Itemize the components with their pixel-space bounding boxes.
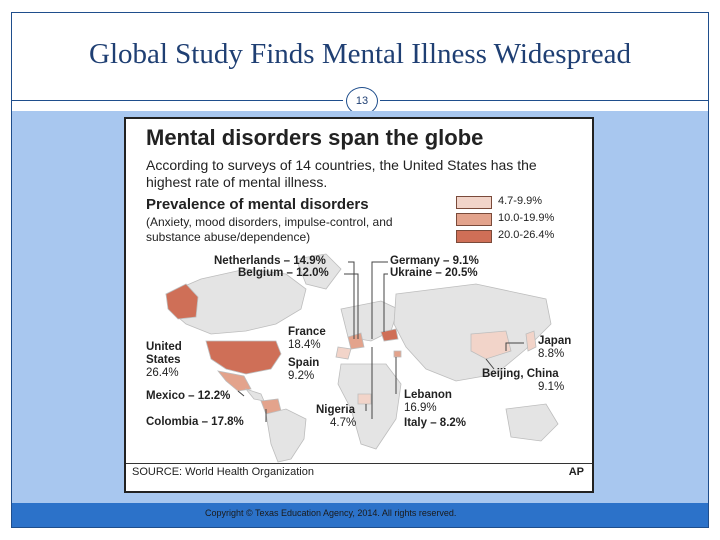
map-spain (336, 347, 351, 359)
slide-title: Global Study Finds Mental Illness Widespread (89, 38, 631, 70)
page-number: 13 (346, 87, 378, 115)
label-japan-value: 8.8% (538, 348, 565, 360)
title-rule-right (380, 100, 709, 101)
graphic-subtitle: According to surveys of 14 countries, the United States has the highest rate of mental illness. (146, 157, 537, 190)
mental-disorders-graphic (124, 117, 594, 493)
label-lebanon-value: 16.9% (404, 402, 437, 414)
label-colombia: Colombia – 17.8% (146, 416, 244, 428)
map-australia (506, 404, 558, 441)
label-spain-name: Spain (288, 357, 320, 369)
leader-mexico (238, 391, 244, 396)
legend-label-high: 20.0-26.4% (498, 229, 555, 241)
prevalence-subtitle: (Anxiety, mood disorders, impulse-control, and substance abuse/dependence) (146, 215, 393, 244)
label-us-name-1: United (146, 341, 182, 353)
label-france-name: France (288, 326, 326, 338)
source-credit: SOURCE: World Health Organization (132, 466, 314, 478)
label-belgium: Belgium – 12.0% (238, 267, 329, 279)
map-central-america (246, 389, 264, 401)
source-divider (126, 463, 594, 464)
label-lebanon-name: Lebanon (404, 389, 452, 401)
map-lebanon (394, 351, 401, 357)
label-us-name-2: States (146, 354, 181, 366)
label-mexico: Mexico – 12.2% (146, 390, 231, 402)
legend-swatch-low (456, 196, 492, 209)
label-japan-name: Japan (538, 335, 572, 347)
legend-label-low: 4.7-9.9% (498, 195, 543, 207)
label-netherlands: Netherlands – 14.9% (214, 255, 326, 267)
map-japan (526, 331, 536, 351)
label-spain-value: 9.2% (288, 370, 315, 382)
label-germany: Germany – 9.1% (390, 255, 479, 267)
label-nigeria-value: 4.7% (330, 417, 357, 429)
copyright-text: Copyright © Texas Education Agency, 2014. All rights reserved. (205, 508, 457, 518)
label-us-value: 26.4% (146, 367, 179, 379)
label-china-value: 9.1% (538, 381, 565, 393)
legend-swatch-mid (456, 213, 492, 226)
title-rule-left (11, 100, 343, 101)
graphic-title: Mental disorders span the globe (146, 125, 484, 150)
legend-label-mid: 10.0-19.9% (498, 212, 555, 224)
label-italy: Italy – 8.2% (404, 417, 467, 429)
label-france-value: 18.4% (288, 339, 321, 351)
label-nigeria-name: Nigeria (316, 404, 355, 416)
ap-credit: AP (568, 466, 584, 478)
label-ukraine: Ukraine – 20.5% (390, 267, 478, 279)
legend-swatch-high (456, 230, 492, 243)
label-china-name: Beijing, China (482, 368, 559, 380)
map-usa (206, 341, 281, 374)
map-nigeria (358, 394, 371, 404)
map-asia (394, 284, 551, 381)
map-south-america (266, 409, 306, 462)
prevalence-title: Prevalence of mental disorders (146, 196, 369, 213)
